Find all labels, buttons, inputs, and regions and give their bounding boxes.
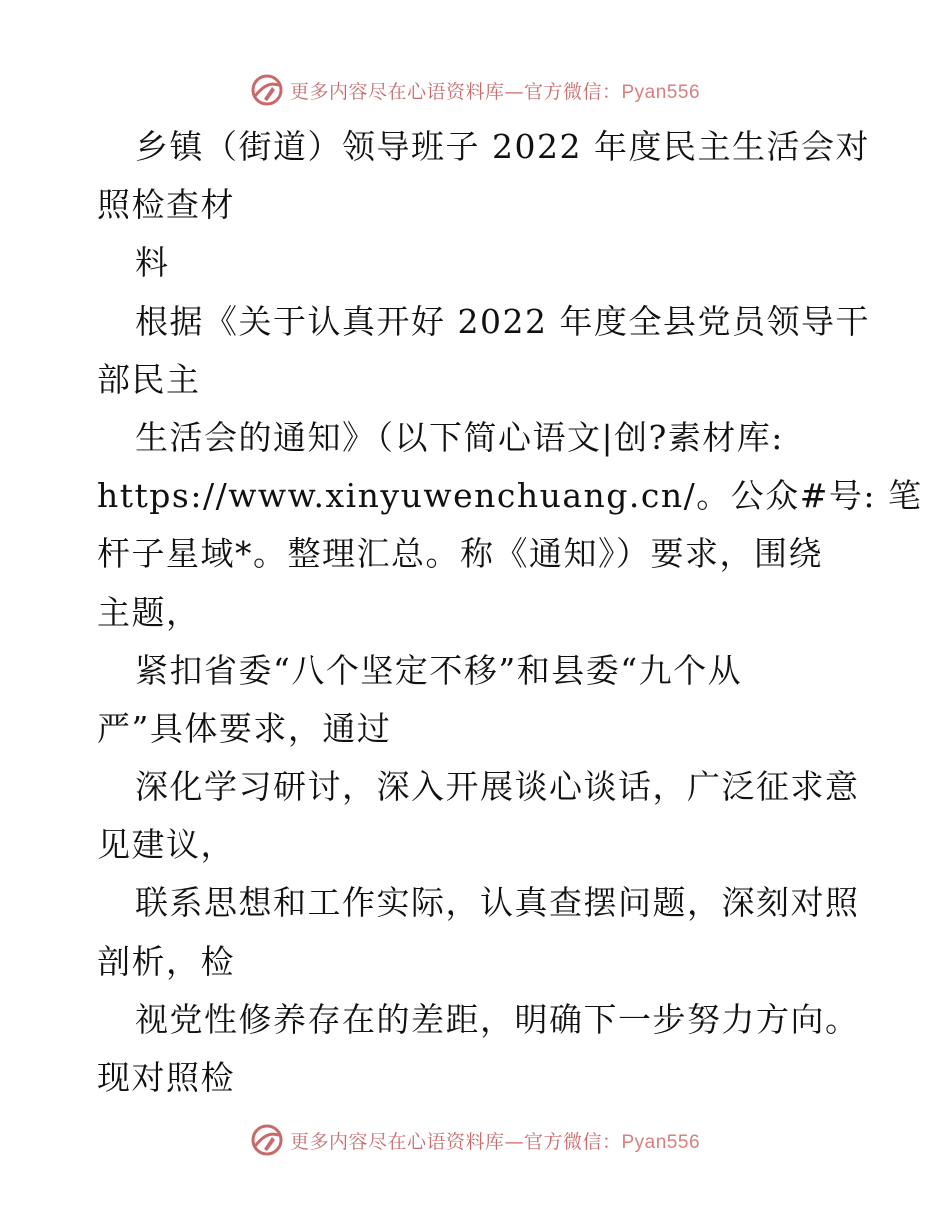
footer-banner-id: Pyan556 <box>621 1131 701 1153</box>
document-body <box>97 118 923 1107</box>
document-line: 主题， <box>97 592 201 632</box>
document-line: 紧扣省委“八个坚定不移”和县委“九个从 <box>135 650 743 690</box>
header-banner-content <box>250 73 700 107</box>
document-line: 剖析，检 <box>97 941 235 981</box>
document-line: 现对照检 <box>97 1058 235 1097</box>
document-line: 严”具体要求，通过 <box>97 708 392 748</box>
document-line: 照检查材 <box>97 185 235 225</box>
header-banner-text: 更多内容尽在心语资料库—官方微信：Pyan556 <box>289 80 701 103</box>
header-banner <box>0 70 950 110</box>
footer-banner <box>0 1120 950 1160</box>
footer-banner-text: 更多内容尽在心语资料库—官方微信：Pyan556 <box>289 1130 701 1153</box>
document-line: 视党性修养存在的差距，明确下一步努力方向。 <box>135 999 860 1039</box>
document-line: 深化学习研讨，深入开展谈心谈话，广泛征求意 <box>135 767 860 807</box>
document-line: 乡镇（街道）领导班子 2022 年度民主生活会对 <box>135 127 870 166</box>
brush-logo-icon <box>250 1123 284 1157</box>
document-line: https://www.xinyuwenchuang.cn/。公众#号: 笔 <box>97 476 923 516</box>
document-line: 生活会的通知》（以下简心语文|创?素材库: <box>135 417 784 457</box>
document-line: 料 <box>135 243 170 283</box>
brush-logo-icon <box>250 73 284 107</box>
document-line: 部民主 <box>97 359 201 399</box>
document-line: 杆子星域*。整理汇总。称《通知》）要求，围绕 <box>97 534 823 574</box>
document-line: 见建议， <box>97 825 235 865</box>
footer-banner-content <box>250 1123 700 1157</box>
document-line: 联系思想和工作实际，认真查摆问题，深刻对照 <box>135 883 860 923</box>
header-banner-id: Pyan556 <box>621 81 701 103</box>
document-line: 根据《关于认真开好 2022 年度全县党员领导干 <box>135 301 870 341</box>
